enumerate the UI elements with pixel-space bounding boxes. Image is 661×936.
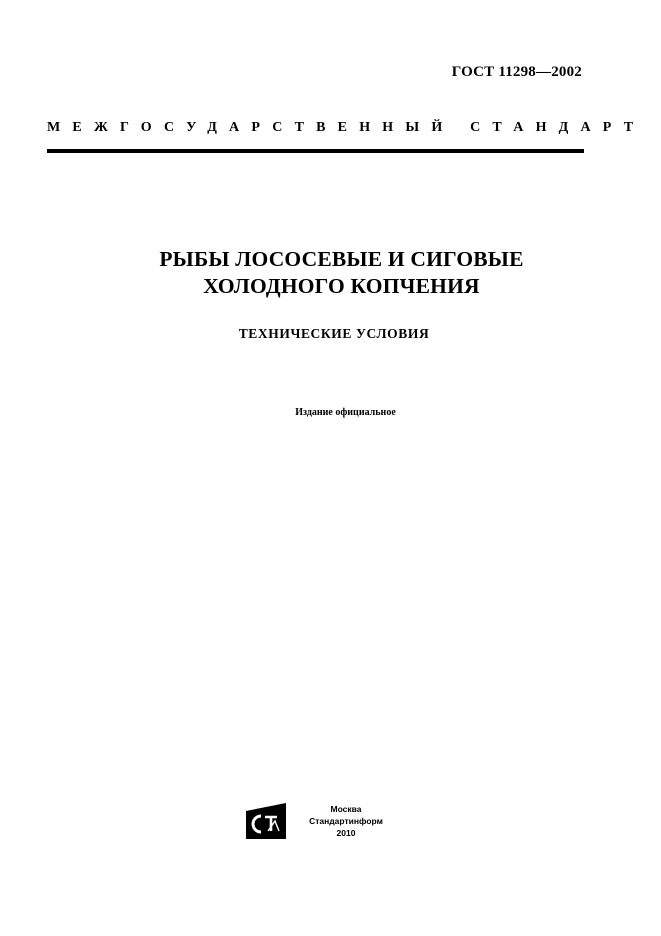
publisher-name: Стандартинформ	[309, 816, 383, 826]
standartinform-logo-icon	[246, 803, 286, 839]
edition-note: Издание официальное	[295, 407, 396, 418]
heading-rule	[47, 149, 584, 153]
publication-year: 2010	[336, 828, 356, 838]
document-subtitle: ТЕХНИЧЕСКИЕ УСЛОВИЯ	[238, 326, 430, 341]
publisher-info	[291, 803, 401, 839]
publisher-block	[246, 803, 396, 853]
title-line-2: ХОЛОДНОГО КОПЧЕНИЯ	[203, 274, 480, 298]
standard-type-heading: МЕЖГОСУДАРСТВЕННЫЙ СТАНДАРТ	[47, 120, 646, 135]
title-line-1: РЫБЫ ЛОСОСЕВЫЕ И СИГОВЫЕ	[159, 247, 524, 271]
document-number: ГОСТ 11298—2002	[451, 64, 582, 80]
document-title	[0, 246, 661, 300]
publisher-city: Москва	[330, 804, 362, 814]
